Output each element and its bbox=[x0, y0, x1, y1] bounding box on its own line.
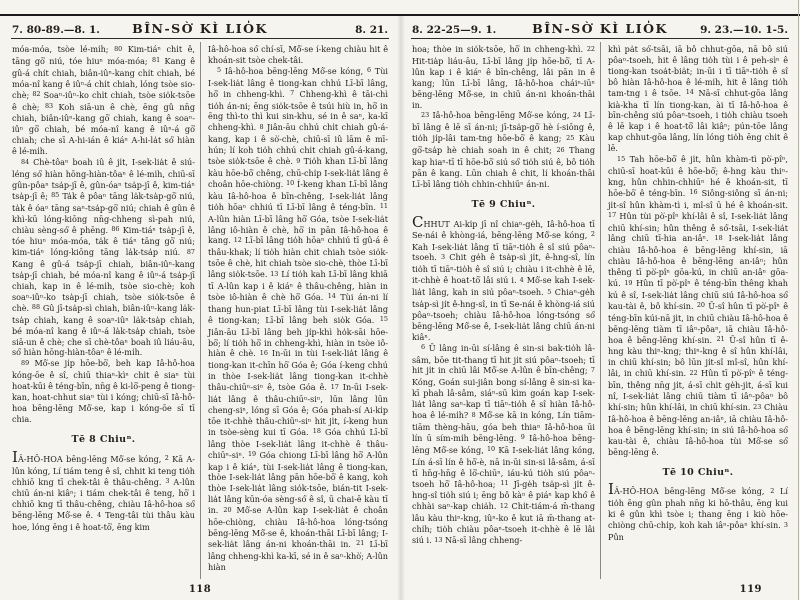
chapter-heading: Tē 9 Chiuⁿ. bbox=[471, 198, 536, 210]
verse-number: 82 bbox=[32, 90, 41, 99]
verse-number: 12 bbox=[499, 501, 509, 510]
verse-number: 4 bbox=[97, 510, 102, 519]
verse-number: 20 bbox=[696, 301, 705, 310]
book-title: BÎN-SÒ͘ KÌ LIO̍K bbox=[532, 21, 668, 36]
verse-number: 3 bbox=[441, 252, 446, 261]
verse-paragraph: IÂ-HÔ-HOA bēng-lēng Mô͘-se kóng, 2 Lí tio̍h ēng gûn phah nn̄g ki hō-thâu, ēng kui ki ê gûn khì tsòe i; thang ēng i kiò hōe-chiòng chū-chi̍p, koh kah iâⁿ-pôaⁿ khí-sin. 3 Pûn bbox=[608, 480, 788, 543]
verse-number: 17 bbox=[608, 211, 617, 220]
verse-number: 21 bbox=[356, 539, 365, 548]
verse-paragraph: móa-móa, tsòe lé-mi̍h; 80 Kim-tiáⁿ chi̍t ê, tāng gō͘ niú, tóe hiuⁿ móa-móa; 81 Kang ê gû-á chi̍t chiah, biân-iûⁿ-kang chi̍t chiah, bé móa-nî kang ê iûⁿ-á chi̍t chiah, lóng tsòe sio-chè; 82 Soaⁿ-iûⁿ-ko chi̍t chiah, tsòe sio̍k-tsōe ê chè; 83 Koh siā-un ê chè, ēng gû nn̄g chiah, biân-iûⁿ-kang gō͘ chiah, kang ê soaⁿ-iûⁿ gō͘ chiah, bé móa-nî kang ê iûⁿ-á gō͘ chiah; che sī A-hi-ián ê kiáⁿ A-hi-la̍t só͘ hiàn ê lé-mi̍h. bbox=[12, 44, 196, 157]
verse-number: 14 bbox=[327, 292, 336, 301]
verse-number: 15 bbox=[379, 315, 388, 324]
text-column bbox=[600, 42, 790, 579]
verse-number: 26 bbox=[556, 145, 565, 154]
verse-number: 8 bbox=[259, 122, 264, 131]
verse-number: 20 bbox=[223, 505, 232, 514]
verse-number: 5 bbox=[547, 287, 552, 296]
verse-number: 15 bbox=[617, 154, 626, 163]
verse-number: 84 bbox=[21, 157, 30, 166]
verse-paragraph: 84 Chè-tôaⁿ boah iû ê ji̍t, I-sek-lia̍t ê siú-léng só͘ hiàn hōng-hiàn-tôaⁿ ê lé-mi̍h, chiū-sī gûn-pôaⁿ tsa̍p-jī ê, gûn-óaⁿ tsa̍p-jī ê, kim-tiáⁿ tsa̍p-jī ê; 85 Ta̍k ê pôaⁿ tāng la̍k-tsa̍p-gō͘ niú, ta̍k ê óaⁿ tāng saⁿ-tsa̍p-gō͘ niú; chiah ê gûn ê khì-kū lóng-kiōng nn̄g-chheng sì-pah niú, chiàu sèng-só͘ ê phēng. 86 Kim-tiáⁿ tsa̍p-jī ê, tóe hiuⁿ móa-móa, ta̍k ê tiáⁿ tāng gō͘ niú; kim-tiáⁿ lóng-kiōng tāng la̍k-tsa̍p niú. 87 Kang ê gû-á tsa̍p-jī chiah, biân-iûⁿ-kang tsa̍p-jī chiah, bé móa-nî kang ê iûⁿ-á tsa̍p-jī chiah, kap in ê lé-mi̍h, tsòe sio-chè; koh soaⁿ-iûⁿ-ko tsa̍p-jī chiah, tsòe sio̍k-tsōe ê chè. 88 Gû jī-tsa̍p-sì chiah, biân-iûⁿ-kang la̍k-tsa̍p chiah, kang ê soaⁿ-iûⁿ la̍k-tsa̍p chiah, bé móa-nî kang ê iûⁿ-á la̍k-tsa̍p chiah, tsòe siā-un ê chè; che sī chè-tôaⁿ boah iû liáu-āu, só͘ hiàn hōng-hiàn-tôaⁿ ê lé-mi̍h. bbox=[12, 157, 195, 358]
chapter-heading: Tē 8 Chiuⁿ. bbox=[71, 433, 136, 445]
verse-number: 23 bbox=[753, 402, 762, 411]
verse-number: 10 bbox=[486, 445, 496, 454]
verse-paragraph: 23 Iâ-hô-hoa bēng-lēng Mô͘-se kóng, 24 Lī-bī lâng ê lē sī án-ni; jī-tsa̍p-gō͘ hè í-siōng ê, tio̍h ji̍p-lâi tam-tng hōe-bō͘ ê kang; 25 Kàu gō͘-tsa̍p hè chiah soah in ê chit; 26 Thang kap hiaⁿ-tī tī hōe-bō͘ siú só͘ tio̍h siú ê, bô tio̍h pān ê kang. Lūn chiah ê chit, lí khoán-thāi Lī-bī lâng tio̍h chhin-chhiūⁿ án-ni. bbox=[412, 110, 595, 189]
verse-number: 21 bbox=[716, 335, 725, 344]
header-rule bbox=[11, 38, 389, 39]
verse-number: 16 bbox=[259, 348, 268, 357]
verse-paragraph: Iâ-hô-hoa só͘ chí-sī, Mô͘-se í-keng chiàu hit ê khoán-sit tsòe chek-tâi. bbox=[208, 44, 388, 65]
verse-number: 3 bbox=[165, 477, 170, 486]
header-ref-left: 8. 22-25—9. 1. bbox=[412, 24, 497, 36]
verse-number: 2 bbox=[590, 230, 595, 239]
text-column bbox=[410, 42, 600, 579]
left-page-columns bbox=[10, 42, 390, 579]
verse-number: 12 bbox=[233, 235, 242, 244]
verse-number: 19 bbox=[624, 278, 633, 287]
header-ref-right: 9. 23.—10. 1-5. bbox=[700, 24, 788, 36]
verse-number: 88 bbox=[31, 303, 41, 312]
header-ref-right: 8. 21. bbox=[355, 24, 388, 36]
verse-number: 5 bbox=[217, 66, 222, 75]
text-column bbox=[200, 42, 390, 579]
verse-number: 11 bbox=[379, 202, 388, 211]
book-title: BÎN-SÒ͘ KÌ LIO̍K bbox=[132, 21, 268, 36]
verse-number: 25 bbox=[566, 133, 575, 142]
left-page-header bbox=[10, 20, 390, 38]
verse-number: 89 bbox=[21, 358, 30, 367]
verse-number: 9 bbox=[296, 156, 301, 165]
verse-number: 10 bbox=[286, 179, 295, 188]
verse-number: 18 bbox=[312, 427, 321, 436]
verse-number: 18 bbox=[714, 233, 723, 242]
verse-paragraph: 89 Mô͘-se ji̍p hōe-bō͘, beh kap Iâ-hô-hoa kóng-ōe ê sî, chiū thiaⁿ-kìⁿ chi̍t ê siaⁿ tùi hoat-kūi ê téng-bīn, nn̄g ê ki-lō͘-peng ê tiong-kan, hoat-chhut siaⁿ tùi i kóng; chiū-sī Iâ-hô-hoa bēng-lēng Mô͘-se, kap i kóng-ōe sī tī chia. bbox=[12, 358, 195, 424]
header-rule bbox=[411, 38, 789, 39]
verse-number: 19 bbox=[247, 450, 257, 459]
verse-number: 6 bbox=[421, 343, 426, 352]
chapter-heading: Tē 10 Chiuⁿ. bbox=[662, 466, 734, 478]
verse-number: 17 bbox=[330, 382, 339, 391]
verse-number: 3 bbox=[783, 520, 788, 529]
verse-number: 11 bbox=[500, 479, 509, 488]
left-page bbox=[0, 20, 400, 600]
verse-number: 80 bbox=[114, 44, 123, 53]
verse-number: 23 bbox=[421, 110, 430, 119]
page-number: 119 bbox=[739, 584, 762, 595]
right-page-columns bbox=[410, 42, 790, 579]
verse-paragraph: 6 Ū lâng in-ūi sí-lâng ê sin-si bak-tio̍h lâ-sâm, bōe tit-thang tī hit ji̍t siú pôaⁿ-tsoeh; tī hit ji̍t in chiū lâi Mô͘-se A-lûn ê bīn-chêng; 7 Kóng, Goán sui-jiân bong sí-lâng ê sin-si ka-kī phah lâ-sâm, siáⁿ-sū kìm goán kap I-sek-lia̍t lâng saⁿ-kap tī tiāⁿ-tio̍h ê sî hiàn Iâ-hô-hoa ê lé-mi̍h? 8 Mô͘-se kā in kóng, Lín tiām-tiām thèng-hāu, góa beh thiaⁿ Iâ-hô-hoa ūi lín ū sím-mi̍h bēng-lēng. 9 Iâ-hô-hoa bēng-lēng Mô͘-se kóng, 10 Kā I-sek-lia̍t lâng kóng, Lín á-sī lín ê hō͘-è, nā in-ūi sin-si lâ-sâm, á-sī tī hn̄g-hn̄g ê lō͘-chiūⁿ, iáu-kú tio̍h siú pôaⁿ-tsoeh hō͘ Iâ-hô-hoa; 11 Jī-ge̍h tsa̍p-sì ji̍t ê-hng-sî tio̍h siú i; ēng bô kàⁿ ê piáⁿ kap khó͘ ê chhài saⁿ-kap chia̍h. 12 Chi̍t-tiám-á m̄-thang lâu kàu thiⁿ-kng, iûⁿ-ko ê kut iā m̄-thang at-chi̍h; tio̍h chiàu pôaⁿ-tsoeh it-chhè ê lē lâi siú i. 13 Nā-sī lâng chheng- bbox=[412, 342, 596, 546]
verse-number: 81 bbox=[152, 56, 161, 65]
verse-number: 2 bbox=[164, 454, 169, 463]
verse-number: 83 bbox=[44, 102, 54, 111]
header-ref-left: 7. 80-89.—8. 1. bbox=[12, 24, 100, 36]
verse-number: 14 bbox=[685, 88, 694, 97]
verse-paragraph: IÂ-HÔ-HOA bēng-lēng Mô͘-se kóng, 2 Kā A-lûn kóng, Lí tiám teng ê sî, chhit ki teng tio̍h chhiō kng tī chek-tâi ê thâu-chêng. 3 A-lûn chiū án-ni kiâⁿ; i tiám chek-tâi ê teng, hō͘ i chhiō kng tī thâu-chêng, chiàu Iâ-hô-hoa só͘ bēng-lēng Mô͘-se ê. 4 Teng-tâi tùi thâu kàu hoe, lóng ēng i ê hoat-tō͘, ēng kim bbox=[12, 447, 195, 533]
verse-number: 16 bbox=[689, 188, 698, 197]
verse-number: 87 bbox=[186, 247, 195, 256]
page-number: 118 bbox=[188, 584, 212, 595]
verse-number: 13 bbox=[434, 535, 443, 544]
verse-number: 2 bbox=[770, 486, 775, 495]
verse-number: 86 bbox=[111, 225, 120, 233]
verse-number: 8 bbox=[471, 410, 476, 419]
verse-number: 7 bbox=[290, 89, 295, 98]
text-column bbox=[10, 42, 200, 579]
verse-paragraph: 15 Tah hōe-bō͘ ê ji̍t, hûn khàm-tì pò͘-pîⁿ, chiū-sī hoat-kūi ê hōe-bō͘; ê-hng kàu thiⁿ-kng, hûn chhin-chhiūⁿ hé ê khoán-sit, tī hōe-bō͘ ê téng-bīn. 16 Siông-siông sī án-ni; ji̍t-sî hûn khàm-tì i, mî-sî ū hé ê khoán-sit. 17 Hûn tùi pò͘-pîⁿ khí-lâi ê sî, I-sek-lia̍t lâng chiū khí-sin; hûn thêng ê só͘-tsāi, I-sek-lia̍t lâng chiū tī-hia an-iâⁿ. 18 I-sek-lia̍t lâng chiàu Iâ-hô-hoa ê bēng-lēng khí-sin, iā chiàu Iâ-hô-hoa ê bēng-lēng an-iâⁿ; hûn thêng tī pò͘-pîⁿ gōa-kú, in chiū an-iâⁿ gōa-kú. 19 Hûn tī pò͘-pîⁿ ê téng-bīn thêng khah kú ê sî, I-sek-lia̍t lâng chiū siú Iâ-hô-hoa só͘ kau-tài ê, bô khí-sin. 20 Ū-sî hûn tī pò͘-pîⁿ ê téng-bīn kúi-nā ji̍t, in chiū chiàu Iâ-hô-hoa ê bēng-lēng tiàm tī iâⁿ-pôaⁿ, iā chiàu Iâ-hô-hoa ê bēng-lēng khí-sin. 21 Ū-sî hûn tī ê-hng kàu thiⁿ-kng; thiⁿ-kng ê sî hûn khí-lâi, in chiū khí-sin; bô lūn ji̍t-sî mî-sî, hûn khí-lâi, in chiū khí-sin. 22 Hûn tī pò͘-pîⁿ ê téng-bīn, thêng nn̄g ji̍t, á-sī chi̍t ge̍h-ji̍t, á-sī kui nî, I-sek-lia̍t lâng chiū tiàm tī iâⁿ-pôaⁿ bô khí-sin; hûn khí-lâi, in chiū khí-sin. 23 Chiàu Iâ-hô-hoa ê bēng-lēng an-iâⁿ, iā chiàu Iâ-hô-hoa ê bēng-lēng khí-sin; in siú Iâ-hô-hoa só͘ kau-tài ê, chiàu Iâ-hô-hoa tùi Mô͘-se só͘ bēng-lēng ê. bbox=[608, 154, 789, 457]
right-page-header bbox=[410, 20, 790, 38]
verse-number: 22 bbox=[586, 44, 595, 53]
right-page bbox=[400, 20, 800, 600]
verse-number: 4 bbox=[519, 275, 524, 284]
verse-number: 6 bbox=[366, 66, 372, 75]
verse-number: 7 bbox=[590, 365, 595, 374]
verse-paragraph: 5 Iâ-hô-hoa bēng-lēng Mô͘-se kóng, 6 Tùi I-sek-lia̍t lâng ê tiong-kan chhú Lī-bī lâng, hō͘ in chheng-khì. 7 Chheng-khì ê tāi-chì tio̍h án-ni; ēng sio̍k-tsōe ê tsúi hiù in, hō͘ in ēng thì-to thì kui sin-khu, sé in ê saⁿ, ka-kī chheng-khì. 8 Jiân-āu chhú chi̍t chiah gû-á-kang, kap i ê sò͘-chè, chiū-sī iû lām ê mī-hún; lí koh tio̍h chhú chi̍t chiah gû-á-kang, tsòe sio̍k-tsōe ê chè. 9 Tio̍h khan Lī-bī lâng kàu hōe-bō͘ chêng, chū-chi̍p I-sek-lia̍t lâng ê choân hōe-chiòng. 10 Í-keng khan Lī-bī lâng kàu Iâ-hô-hoa ê bīn-chêng, I-sek-lia̍t lâng tio̍h hōaⁿ chhiú tī Lī-bī lâng ê téng-bīn. 11 A-lûn hiàn Lī-bī lâng hō͘ Góa, tsòe I-sek-lia̍t lâng iô-hiàn ê chè, hō͘ in pān Iâ-hô-hoa ê kang. 12 Lī-bī lâng tio̍h hōaⁿ chhiú tī gû-á ê thâu-khak; lí tio̍h hiàn chit chiah tsòe sio̍k-tsōe ê chè, hit chiah tsòe sio-chè, thòe Lī-bī lâng sio̍k-tsōe. 13 Lí tio̍h kah Lī-bī lâng khiā tī A-lûn kap i ê kiáⁿ ê thâu-chêng, hiàn in tsòe iô-hiàn ê chè hō͘ Góa. 14 Tùi án-ni lí thang hun-piat Lī-bī lâng tùi I-sek-lia̍t lâng ê tiong-kan; Lī-bī lâng beh sio̍k Góa. 15 Jiân-āu Lī-bī lâng beh ji̍p-khì ho̍k-sāi hōe-bō͘; lí tio̍h hō͘ in chheng-khì, hiàn in tsòe iô-hiàn ê chè. 16 In-ūi in tùi I-sek-lia̍t lâng ê tiong-kan it-chīn hō͘ Góa ê; Góa í-keng chhú in thòe I-sek-lia̍t lâng tiong-kan it-chhè thâu-chiūⁿ-siⁿ ê, tsòe Góa ê. 17 In-ūi I-sek-lia̍t lâng ê thâu-chiūⁿ-siⁿ, lūn lâng lūn cheng-siⁿ, lóng sī Góa ê; Góa phah-sí Ai-ki̍p tōe it-chhè thâu-chiūⁿ-siⁿ hit ji̍t, í-keng hun in tsòe-sèng kui tī Góa. 18 Góa chhú Lī-bī lâng thòe I-sek-lia̍t lâng it-chhè ê thâu-chiūⁿ-siⁿ. 19 Góa chiong Lī-bī lâng hō͘ A-lûn kap i ê kiáⁿ, tùi I-sek-lia̍t lâng ê tiong-kan, thòe I-sek-lia̍t lâng pān hōe-bō͘ ê kang, koh thòe I-sek-lia̍t lâng sio̍k-tsōe, bián-tit I-sek-lia̍t lâng kūn-óa sèng-só͘ ê sî, ū chai-ē kàu tī in. 20 Mô͘-se A-lûn kap I-sek-lia̍t ê choân hōe-chiòng, chiàu Iâ-hô-hoa lóng-tsóng bēng-lēng Mô͘-se ê, khoán-thāi Lī-bī lâng; I-sek-lia̍t lâng án-ni khoán-thāi in. 21 Lī-bī lâng chheng-khì ka-kī, sé in ê saⁿ-khò͘; A-lûn hiàn bbox=[208, 65, 389, 572]
verse-paragraph: khì pa̍t só͘-tsāi, iā bô chhut-gōa, nā bô siú pôaⁿ-tsoeh, hit ê lâng tio̍h tùi i ê peh-sìⁿ ê tiong-kan tsoa̍t-bia̍t; in-ūi i tī tiāⁿ-tio̍h ê sî bô hiàn Iâ-hô-hoa ê lé-mi̍h, hit ê lâng tio̍h tam-tng i ê tsōe. 14 Nā-sī chhut-gōa lâng kià-kha tī lín tiong-kan, ài tī Iâ-hô-hoa ê bīn-chêng siú pôaⁿ-tsoeh, i tio̍h chiàu tsoeh ê lē kap i ê hoat-tō͘ lâi kiâⁿ; pún-tōe lâng kap chhut-gōa lâng, lín lóng tio̍h ēng chi̍t ê lē. bbox=[608, 44, 789, 154]
verse-number: 13 bbox=[270, 269, 279, 278]
verse-number: 22 bbox=[689, 368, 698, 377]
verse-paragraph: CHHUT Ai-ki̍p jī nî chiaⁿ-ge̍h, Iâ-hô-hoa tī Se-nái ê khòng-iá, bēng-lēng Mô͘-se kóng, 2 Kah I-sek-lia̍t lâng tī tiāⁿ-tio̍h ê sî siú pôaⁿ-tsoeh. 3 Chit ge̍h ê tsa̍p-sì ji̍t, ê-hng-sî, lín tio̍h tī tiāⁿ-tio̍h ê sî siú i; chiàu i it-chhè ê lē, it-chhè ê hoat-tō͘ lâi siú i. 4 Mô͘-se kah I-sek-lia̍t lâng, kah in siú pôaⁿ-tsoeh. 5 Chiaⁿ-ge̍h tsa̍p-sì ji̍t ê-hng-sî, in tī Se-nái ê khòng-iá siú pôaⁿ-tsoeh; chiàu Iâ-hô-hoa lóng-tsóng só͘ bēng-lēng Mô͘-se ê, I-sek-lia̍t lâng chiū án-ni kiâⁿ. bbox=[412, 212, 596, 342]
verse-paragraph: hoa; thòe in sio̍k-tsōe, hō͘ in chheng-khì. 22 Hit-tia̍p liáu-āu, Lī-bī lâng ji̍p hōe-bō͘, tī A-lûn kap i ê kiáⁿ ê bīn-chêng, lâi pān in ê kang; lūn Lī-bī lâng, Iâ-hô-hoa cháiⁿ-iūⁿ bēng-lēng Mô͘-se, in chiū án-ni khoán-thāi in. bbox=[412, 44, 595, 110]
verse-number: 24 bbox=[572, 110, 581, 119]
verse-number: 85 bbox=[51, 191, 60, 200]
verse-number: 9 bbox=[520, 433, 525, 442]
